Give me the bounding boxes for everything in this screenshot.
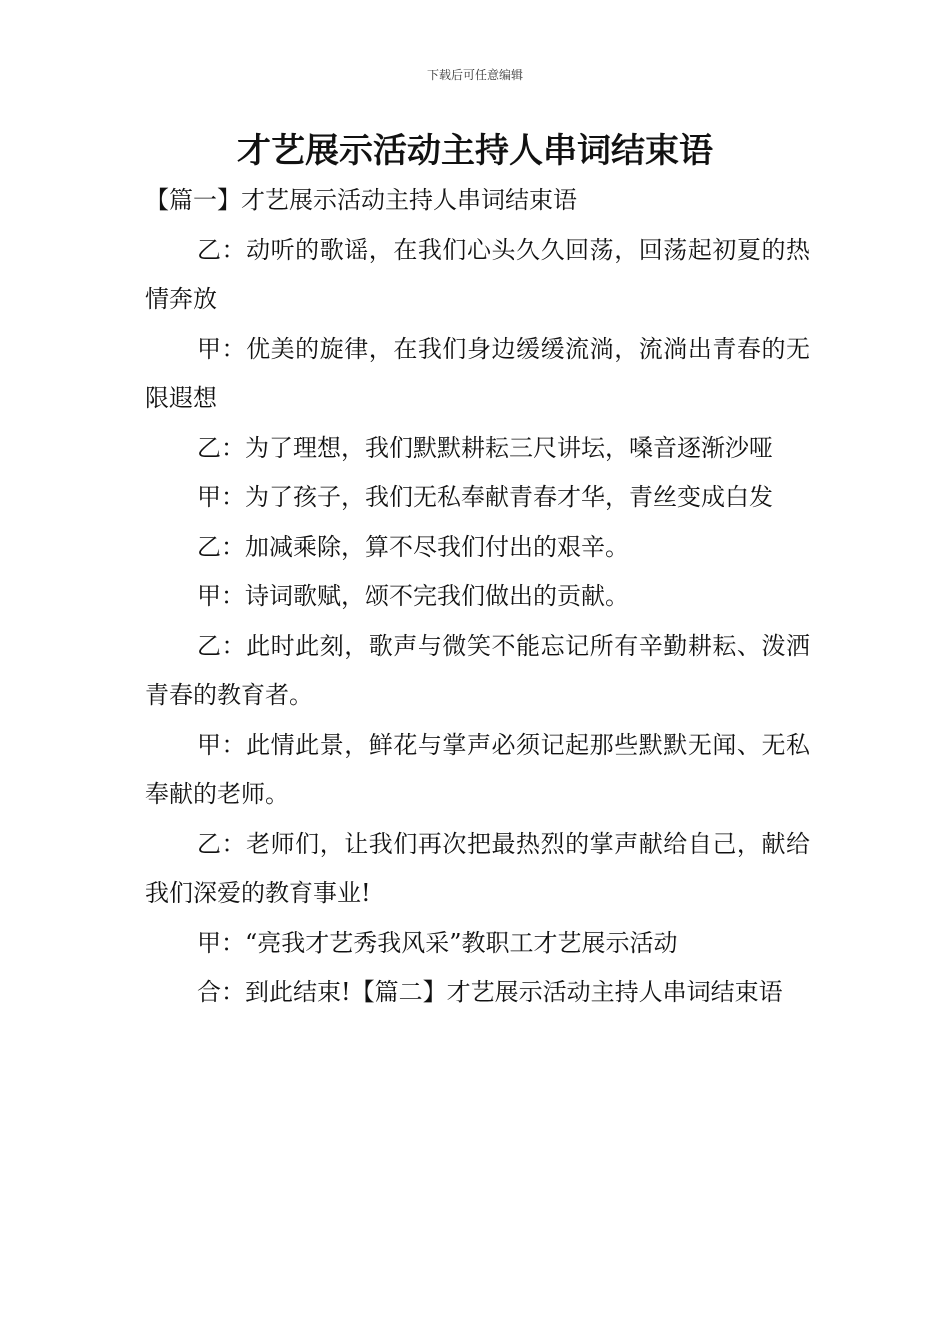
- dialogue-paragraph: 乙：此时此刻，歌声与微笑不能忘记所有辛勤耕耘、泼洒青春的教育者。: [145, 631, 810, 709]
- dialogue-paragraph: 合：到此结束!【篇二】才艺展示活动主持人串词结束语: [197, 978, 783, 1006]
- header-note: 下载后可任意编辑: [426, 68, 523, 82]
- dialogue-paragraph: 乙：动听的歌谣，在我们心头久久回荡，回荡起初夏的热情奔放: [145, 235, 810, 313]
- dialogue-paragraph: 乙：老师们，让我们再次把最热烈的掌声献给自己，献给我们深爱的教育事业!: [145, 829, 810, 907]
- document-body: [145, 176, 810, 1018]
- dialogue-paragraph: 甲：优美的旋律，在我们身边缓缓流淌，流淌出青春的无限遐想: [145, 334, 810, 412]
- dialogue-paragraph: 甲：为了孩子，我们无私奉献青春才华，青丝变成白发: [197, 483, 773, 511]
- document-title: 才艺展示活动主持人串词结束语: [237, 131, 713, 171]
- section-heading: 【篇一】才艺展示活动主持人串词结束语: [145, 186, 577, 214]
- dialogue-paragraph: 甲：此情此景，鲜花与掌声必须记起那些默默无闻、无私奉献的老师。: [145, 730, 810, 808]
- dialogue-paragraph: 甲：“亮我才艺秀我风采”教职工才艺展示活动: [197, 928, 678, 957]
- dialogue-paragraph: 乙：为了理想，我们默默耕耘三尺讲坛，嗓音逐渐沙哑: [197, 433, 773, 462]
- dialogue-paragraph: 乙：加减乘除，算不尽我们付出的艰辛。: [197, 532, 629, 561]
- dialogue-paragraph: 甲：诗词歌赋，颂不完我们做出的贡献。: [197, 582, 629, 610]
